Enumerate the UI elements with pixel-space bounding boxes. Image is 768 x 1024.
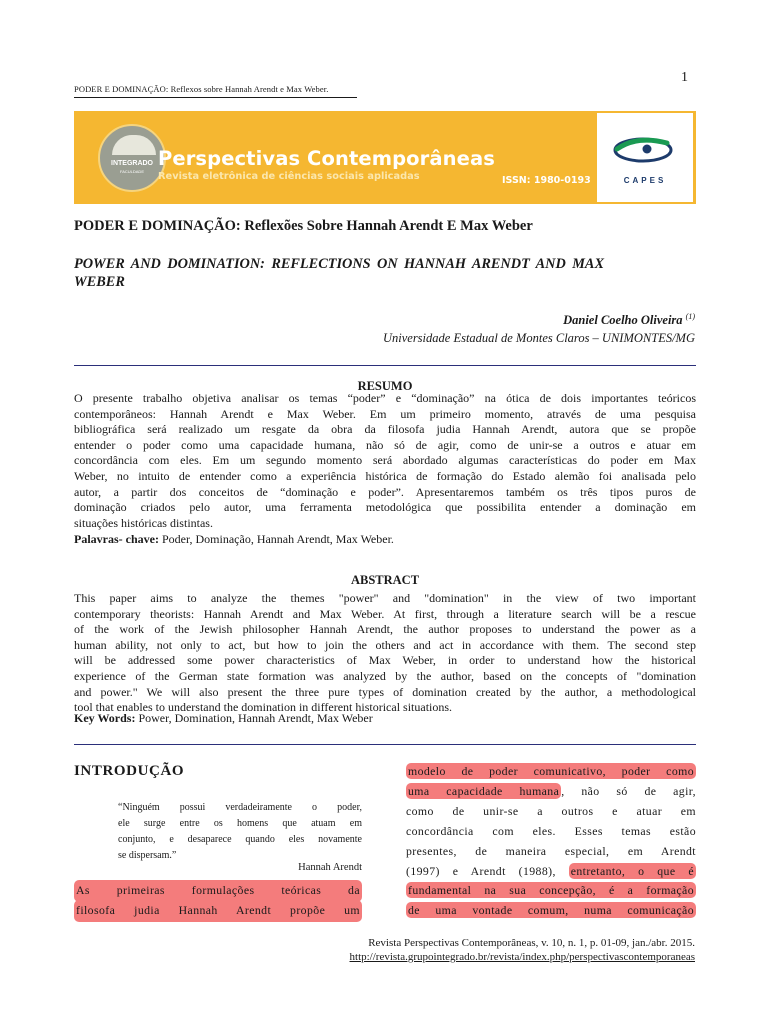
resumo-heading: RESUMO <box>357 379 413 393</box>
author-affiliation: Universidade Estadual de Montes Claros – UNIMONTES/MG <box>382 331 695 345</box>
highlighted-text: filosofa judia Hannah Arendt propõe um <box>74 900 362 922</box>
capes-logo <box>597 113 693 202</box>
abstract-line: tool that enables to understand the domination in different historical situations. <box>74 700 453 715</box>
resumo-line: Weber, no intuito de entender como a experiência histórica de formação do Estado alemão foi analisada pelo <box>74 469 696 483</box>
intro-left-line <box>74 880 362 900</box>
intro-right-line <box>406 862 696 882</box>
keywords-text-en: Power, Domination, Hannah Arendt, Max Weber <box>135 711 373 725</box>
page-number: 1 <box>681 70 688 85</box>
abstract-line: will be addressed some power characteristics of Max Weber, in order to understand how the historical <box>74 653 696 668</box>
capes-emblem-icon <box>597 113 693 175</box>
issn: ISSN: 1980-0193 <box>502 175 591 186</box>
intro-left-line <box>74 900 362 920</box>
abstract-line: human ability, not only to act, but how to join the others and act in accordance with them. The second step <box>74 637 696 652</box>
logo-subtitle: FACULDADE <box>119 169 144 174</box>
intro-right-line <box>406 901 696 921</box>
running-header: PODER E DOMINAÇÃO: Reflexos sobre Hannah Arendt e Max Weber. <box>74 84 329 94</box>
abstract-line: and power." We will also present the three pure types of domination created by the author, a methodological <box>74 684 696 699</box>
journal-banner <box>74 111 696 204</box>
plain-text: (1997) e Arendt (1988), <box>406 863 569 878</box>
intro-right-line <box>406 762 696 782</box>
resumo-line: concordância com eles. Em um segundo momento será abordado algumas características do poder em Max <box>74 453 696 468</box>
resumo-line: dominação criados pelo autor, uma ferramenta metodológica que possibilita entender a dominação em <box>74 500 696 515</box>
highlighted-text: entretanto, o que é <box>570 863 695 878</box>
paper-title-en: POWER AND DOMINATION: REFLECTIONS ON HANNAH ARENDT AND MAX WEBER <box>74 256 604 290</box>
resumo-line: O presente trabalho objetiva analisar os temas “poder” e “dominação” na ótica de dois importantes teóricos <box>74 391 696 405</box>
integrado-logo <box>98 124 166 192</box>
highlighted-text: modelo de poder comunicativo, poder como <box>408 764 694 778</box>
keywords-label-en: Key Words: <box>74 711 136 725</box>
highlighted-text: de uma vontade comum, numa comunicação <box>408 903 694 918</box>
abstract-line: experience of the German state formation was analyzed by the author, based on the concepts of "domination <box>74 669 696 683</box>
resumo-keywords <box>74 532 696 548</box>
abstract-line: contemporary theorists: Hannah Arendt and Max Weber. At first, through a literature search will be a rescue <box>74 606 696 621</box>
author-name-text: Daniel Coelho Oliveira <box>563 313 683 328</box>
keywords-text: Poder, Dominação, Hannah Arendt, Max Weber. <box>158 532 394 546</box>
keywords-label: Palavras- chave: <box>74 532 159 546</box>
epigraph-author: Hannah Arendt <box>298 862 362 873</box>
journal-subtitle: Revista eletrônica de ciências sociais aplicadas <box>158 171 420 182</box>
intro-right-line <box>406 842 696 862</box>
footer-citation: Revista Perspectivas Contemporâneas, v. 10, n. 1, p. 01-09, jan./abr. 2015. <box>368 937 695 949</box>
intro-right-line <box>406 881 696 901</box>
author-note: (1) <box>685 312 695 321</box>
highlighted-text: fundamental na sua concepção, é a formação <box>408 883 694 898</box>
capes-label: CAPES <box>623 176 667 185</box>
header-rule <box>74 97 357 98</box>
logo-dome-icon <box>112 135 156 155</box>
highlighted-text: As primeiras formulações teóricas da <box>74 880 362 902</box>
author-name <box>563 312 695 328</box>
resumo-line: bibliográfica será realizado um resgate da obra da filosofa judia Hannah Arendt, autora que se propõe <box>74 422 696 437</box>
intro-right-line <box>406 822 696 842</box>
resumo-line: contemporâneos: Hannah Arendt e Max Weber. Em um primeiro momento, através de uma pesquisa <box>74 406 696 421</box>
rule-before-resumo <box>74 365 696 366</box>
epigraph-line: ele surge entre os homens que atuam em <box>118 818 362 829</box>
journal-name: Perspectivas Contemporâneas <box>158 147 495 170</box>
plain-text: concordância com eles. Esses temas estão <box>406 823 696 838</box>
paper-title-pt: PODER E DOMINAÇÃO: Reflexões Sobre Hannah Arendt E Max Weber <box>74 218 533 234</box>
rule-after-abstract <box>74 744 696 745</box>
abstract-heading: ABSTRACT <box>350 573 420 587</box>
epigraph-line: “Ninguém possui verdadeiramente o poder, <box>118 802 362 813</box>
epigraph-line: conjunto, e desaparece quando eles novamente <box>118 834 362 845</box>
resumo-line: entender o poder como uma capacidade humana, não só de agir, como de unir-se a outros e atuar em <box>74 437 696 452</box>
highlighted-text: uma capacidade humana <box>408 783 560 798</box>
epigraph-line: se dispersam.” <box>118 850 177 861</box>
abstract-line: This paper aims to analyze the themes "power" and "domination" in the view of two important <box>74 591 696 605</box>
plain-text: presentes, de maneira especial, em Arendt <box>406 843 696 858</box>
plain-text: , não só de agir, <box>561 783 696 798</box>
logo-title: INTEGRADO <box>111 160 153 167</box>
resumo-line: autor, a partir dos conceitos de “dominação e poder”. Apresentaremos também os três tipos puros de <box>74 484 696 499</box>
intro-right-line <box>406 782 696 802</box>
footer-url[interactable]: http://revista.grupointegrado.br/revista/index.php/perspectivascontemporaneas <box>349 951 695 963</box>
resumo-line: situações históricas distintas. <box>74 515 213 530</box>
intro-heading: INTRODUÇÃO <box>74 763 185 779</box>
abstract-keywords <box>74 711 696 727</box>
plain-text: como de unir-se a outros e atuar em <box>406 803 696 818</box>
abstract-line: of the work of the Jewish philosopher Hannah Arendt, the author proposes to understand the power as a <box>74 622 696 637</box>
intro-right-line <box>406 802 696 822</box>
